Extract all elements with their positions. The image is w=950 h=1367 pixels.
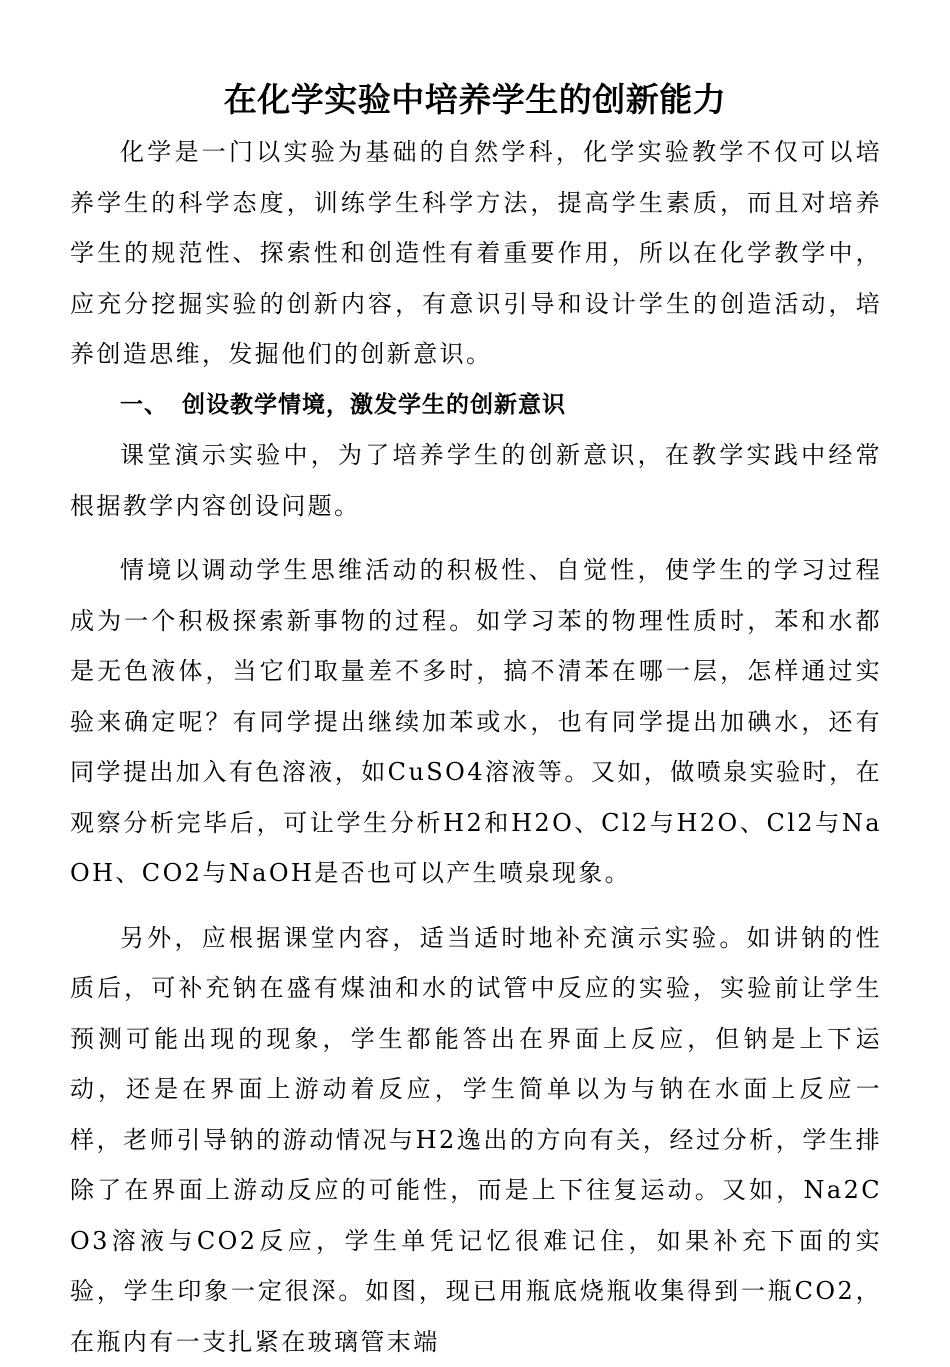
section-title: 创设教学情境，激发学生的创新意识 <box>182 392 566 418</box>
document-body <box>70 127 882 1367</box>
document-title: 在化学实验中培养学生的创新能力 <box>0 76 950 124</box>
body-paragraph: 课堂演示实验中，为了培养学生的创新意识，在教学实践中经常根据教学内容创设问题。 <box>70 430 882 531</box>
paragraph-gap <box>70 531 882 545</box>
section-heading <box>70 380 882 431</box>
paragraph-gap <box>70 899 882 913</box>
body-paragraph: 情境以调动学生思维活动的积极性、自觉性，使学生的学习过程成为一个积极探索新事物的过程。如学习苯的物理性质时，苯和水都是无色液体，当它们取量差不多时，搞不清苯在哪一层，怎样通过实验来确定呢？有同学提出继续加苯或水，也有同学提出加碘水，还有同学提出加入有色溶液，如CuSO4溶液等。又如，做喷泉实验时，在观察分析完毕后，可让学生分析H2和H2O、Cl2与H2O、Cl2与NaOH、CO2与NaOH是否也可以产生喷泉现象。 <box>70 545 882 899</box>
intro-paragraph: 化学是一门以实验为基础的自然学科，化学实验教学不仅可以培养学生的科学态度，训练学生科学方法，提高学生素质，而且对培养学生的规范性、探索性和创造性有着重要作用，所以在化学教学中，应充分挖掘实验的创新内容，有意识引导和设计学生的创造活动，培养创造思维，发掘他们的创新意识。 <box>70 127 882 380</box>
section-number: 一、 <box>120 380 182 431</box>
body-paragraph: 另外，应根据课堂内容，适当适时地补充演示实验。如讲钠的性质后，可补充钠在盛有煤油和水的试管中反应的实验，实验前让学生预测可能出现的现象，学生都能答出在界面上反应，但钠是上下运动，还是在界面上游动着反应，学生简单以为与钠在水面上反应一样，老师引导钠的游动情况与H2逸出的方向有关，经过分析，学生排除了在界面上游动反应的可能性，而是上下往复运动。又如，Na2CO3溶液与CO2反应，学生单凭记忆很难记住，如果补充下面的实验，学生印象一定很深。如图，现已用瓶底烧瓶收集得到一瓶CO2，在瓶内有一支扎紧在玻璃管末端 <box>70 913 882 1367</box>
